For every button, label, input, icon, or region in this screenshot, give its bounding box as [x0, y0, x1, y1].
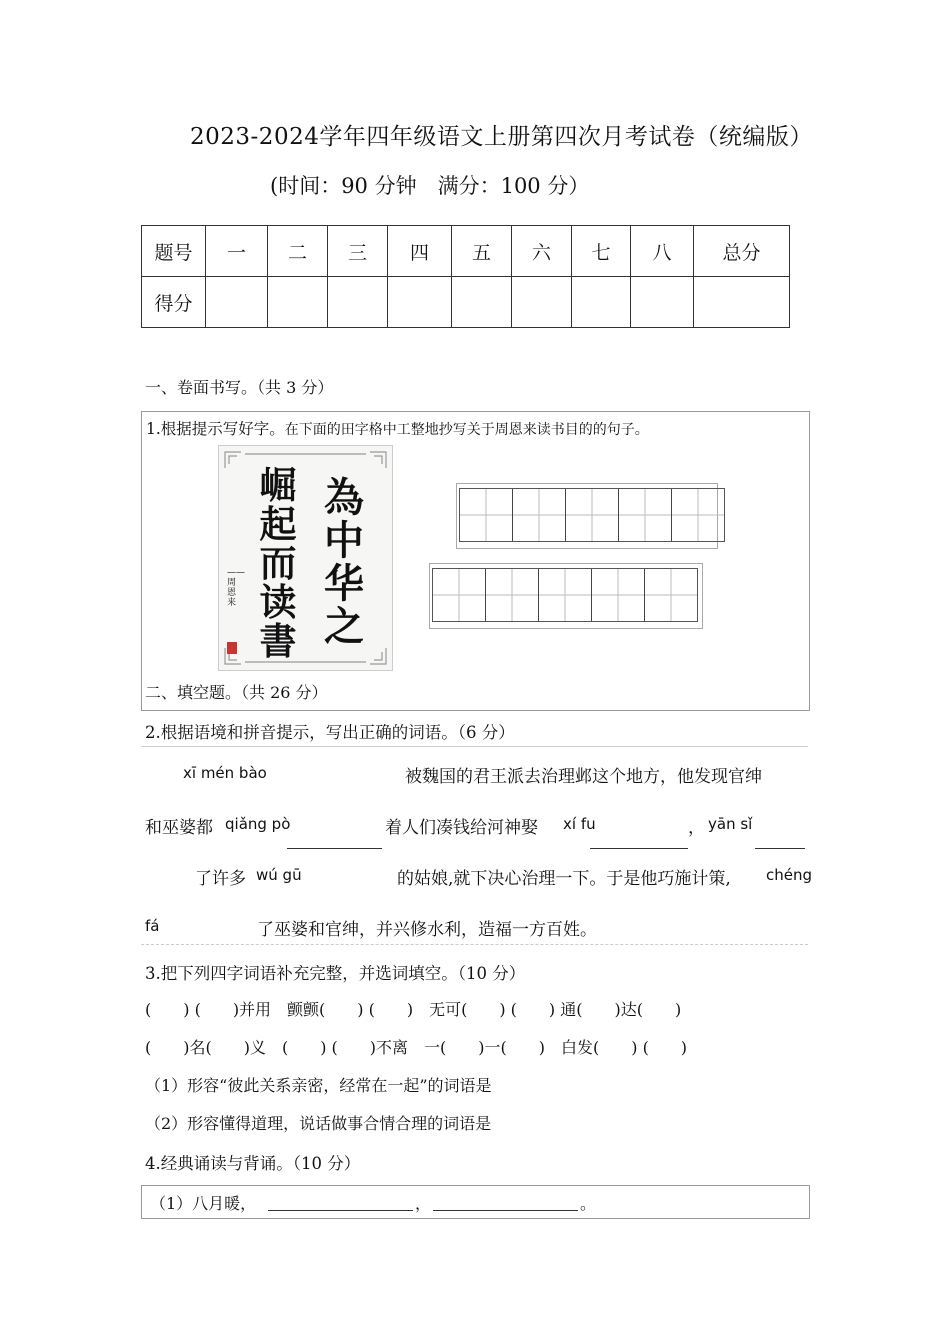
answer-blank[interactable] — [268, 1210, 413, 1211]
question-4-title: 4.经典诵读与背诵。（10 分） — [145, 1154, 361, 1173]
score-input-cell[interactable] — [206, 277, 268, 328]
grid-frame — [456, 483, 718, 549]
idiom-row-2[interactable]: ( )名( )义 ( ) ( )不离 一( )一( ) 白发( ) ( ) — [145, 1038, 688, 1057]
pinyin-hint: xí fu — [563, 815, 596, 833]
question-1-instruction: 在下面的田字格中工整地抄写关于周恩来读书目的的句子。 — [284, 422, 649, 438]
table-header-cell: 七 — [572, 226, 631, 277]
tian-grid-cell[interactable] — [486, 569, 539, 621]
tian-grid-cell[interactable] — [433, 569, 486, 621]
score-input-cell[interactable] — [268, 277, 328, 328]
score-label-cell: 得分 — [142, 277, 206, 328]
question-1-box — [141, 411, 810, 711]
score-table — [141, 225, 790, 328]
pinyin-hint: wú gū — [256, 866, 302, 884]
calligraphy-image — [218, 445, 393, 671]
tian-grid-cell[interactable] — [672, 489, 724, 541]
answer-blank[interactable] — [755, 848, 805, 849]
recite-comma: ， — [415, 1194, 432, 1213]
answer-blank[interactable] — [287, 848, 382, 849]
table-header-cell: 八 — [631, 226, 694, 277]
score-input-cell[interactable] — [452, 277, 512, 328]
table-row — [142, 226, 790, 277]
passage-text: ， — [688, 818, 705, 838]
recite-prompt: （1）八月暖， — [150, 1194, 257, 1213]
question-3-title: 3.把下列四字词语补充完整，并选词填空。（10 分） — [145, 964, 526, 983]
seal-stamp-icon — [227, 642, 237, 654]
table-header-cell: 四 — [388, 226, 452, 277]
table-header-cell: 六 — [512, 226, 572, 277]
passage-line-4: 了巫婆和官绅，并兴修水利，造福一方百姓。 — [257, 920, 597, 940]
tian-grid-row-1[interactable] — [459, 488, 725, 542]
tian-grid-cell[interactable] — [592, 569, 645, 621]
tian-grid-cell[interactable] — [566, 489, 619, 541]
score-input-cell[interactable] — [512, 277, 572, 328]
table-row — [142, 277, 790, 328]
question-1-prefix: 1.根据提示写好字。 — [146, 420, 285, 438]
passage-text: 和巫婆都 — [145, 818, 213, 838]
tian-grid-cell[interactable] — [539, 569, 592, 621]
tian-grid-cell[interactable] — [460, 489, 513, 541]
calligraphy-right-column: 為中华之 — [324, 474, 364, 650]
tian-grid-cell[interactable] — [513, 489, 566, 541]
question-1-text — [146, 417, 649, 439]
score-input-cell[interactable] — [388, 277, 452, 328]
pinyin-hint: xī mén bào — [183, 764, 267, 782]
sub-question-2: （2）形容懂得道理，说话做事合情合理的词语是 — [145, 1114, 492, 1133]
sub-question-1: （1）形容“彼此关系亲密，经常在一起”的词语是 — [145, 1076, 492, 1095]
question-4-box — [141, 1185, 810, 1219]
table-header-cell: 题号 — [142, 226, 206, 277]
pinyin-hint: yān sǐ — [708, 815, 753, 833]
passage-text: 着人们凑钱给河神娶 — [385, 818, 538, 838]
divider — [141, 944, 808, 946]
pinyin-hint: fá — [145, 917, 160, 935]
pinyin-hint: qiǎng pò — [225, 815, 291, 833]
question-2-title: 2.根据语境和拼音提示，写出正确的词语。（6 分） — [145, 723, 515, 742]
table-header-cell: 二 — [268, 226, 328, 277]
score-input-cell[interactable] — [694, 277, 790, 328]
passage-text: 的姑娘,就下决心治理一下。于是他巧施计策, — [397, 869, 731, 889]
exam-info: (时间：90 分钟 满分：100 分） — [270, 174, 590, 198]
calligraphy-left-column: 崛起而读書 — [259, 463, 297, 663]
tian-grid-cell[interactable] — [619, 489, 672, 541]
table-header-cell: 一 — [206, 226, 268, 277]
table-header-cell: 五 — [452, 226, 512, 277]
tian-grid-cell[interactable] — [645, 569, 697, 621]
answer-blank[interactable] — [433, 1210, 578, 1211]
section-heading: 二、填空题。（共 26 分） — [145, 683, 328, 702]
answer-blank[interactable] — [590, 848, 688, 849]
score-input-cell[interactable] — [572, 277, 631, 328]
section-heading: 一、卷面书写。（共 3 分） — [145, 378, 334, 397]
table-header-cell: 总分 — [694, 226, 790, 277]
score-input-cell[interactable] — [631, 277, 694, 328]
passage-text: 了许多 — [195, 869, 246, 889]
page-title: 2023-2024学年四年级语文上册第四次月考试卷（统编版） — [190, 124, 813, 150]
tian-grid-row-2[interactable] — [432, 568, 698, 622]
idiom-row-1[interactable]: ( ) ( )并用 颤颤( ) ( ) 无可( ) ( ) 通( )达( ) — [145, 1000, 682, 1019]
score-input-cell[interactable] — [328, 277, 388, 328]
recite-period: 。 — [580, 1194, 597, 1213]
passage-line-1: 被魏国的君王派去治理邺这个地方，他发现官绅 — [405, 767, 762, 787]
grid-frame — [429, 563, 703, 629]
calligraphy-signature: ——周恩来 — [227, 568, 245, 608]
pinyin-hint: chéng — [766, 866, 813, 884]
divider — [141, 746, 808, 748]
table-header-cell: 三 — [328, 226, 388, 277]
